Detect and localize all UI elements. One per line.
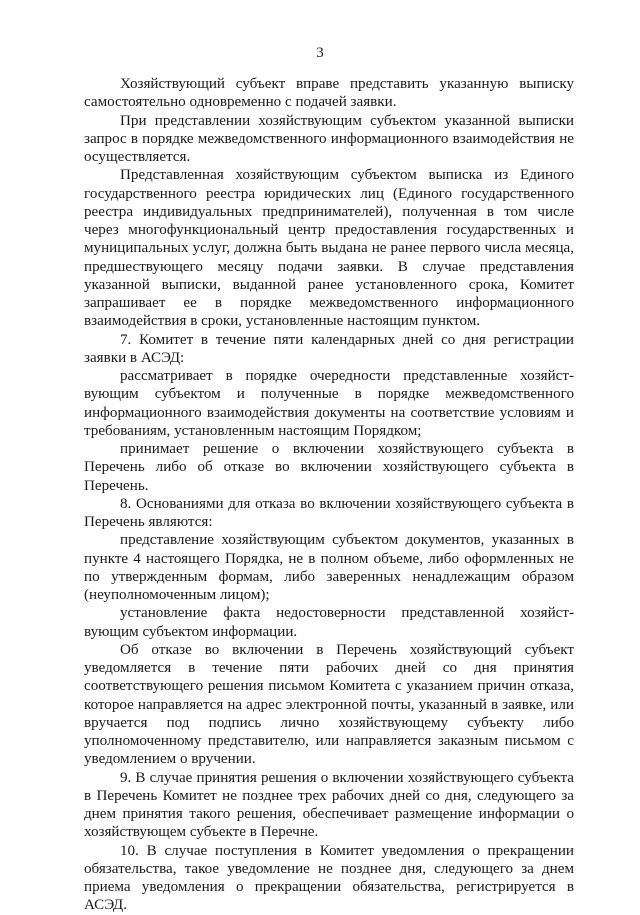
paragraph: представление хозяйствующим субъектом документов, указанных в пункте 4 настоящего Порядка, не в полном объеме, либо оформленных не по утвержденным формам, либо заверенных ненадлежащим образом (неуполномоченным лицом); <box>84 532 574 603</box>
paragraph: установление факта недостоверности представленной хозяйствующим субъектом информации. <box>84 605 574 640</box>
paragraph: рассматривает в порядке очередности представленные хозяйствующим субъектом и полученные в порядке межведомственного информационного взаимодействия документы на соответствие условиям и требованиям, установленным настоящим Порядком; <box>84 368 574 439</box>
paragraph: 10. В случае поступления в Комитет уведомления о прекращении обязательства, такое уведомление не позднее дня, следующего за днем приема уведомления о прекращении обязательства, регистрируется в АСЭД. <box>84 842 574 914</box>
paragraph: Хозяйствующий субъект вправе представить указанную выписку самостоятельно одновременно с подачей заявки. <box>84 76 574 111</box>
paragraph: Об отказе во включении в Перечень хозяйствующий субъект уведомляется в течение пяти рабочих дней со дня принятия соответствующего решения письмом Комитета с указанием причин отказа, которое направляется на адрес электронной почты, указанный в заявке, или вручается под подпись лично хозяйствующему субъекту либо уполномоченному представителю, или направляется заказным письмом с уведомлением о вручении. <box>84 641 574 768</box>
document-body <box>84 75 574 915</box>
paragraph: 9. В случае принятия решения о включении хозяйствующего субъекта в Перечень Комитет не позднее трех рабочих дней со дня, следующего за днем принятия такого решения, обеспечивает размещение информации о хозяйствующем субъекте в Перечне. <box>84 769 574 841</box>
paragraph: При представлении хозяйствующим субъектом указанной выписки запрос в порядке межведомственного информационного взаимодействия не осуществляется. <box>84 112 574 165</box>
paragraph: 8. Основаниями для отказа во включении хозяйствующего субъекта в Перечень являются: <box>84 495 574 530</box>
page-number: 3 <box>316 45 324 61</box>
paragraph: Представленная хозяйствующим субъектом выписка из Единого государственного реестра юридических лиц (Единого государственного реестра индивидуальных предпринимателей), полученная в том числе через многофункциональный центр предоставления государственных и муниципальных услуг, должна быть выдана не ранее первого числа месяца, предшествующего месяцу подачи заявки. В случае представления указанной выписки, выданной ранее установленного срока, Комитет запрашивает ее в порядке межведомственного информационного взаимодействия в сроки, установленные настоящим пунктом. <box>84 167 574 330</box>
paragraph: принимает решение о включении хозяйствующего субъекта в Перечень либо об отказе во включении хозяйствующего субъекта в Перечень. <box>84 441 574 494</box>
paragraph: 7. Комитет в течение пяти календарных дней со дня регистрации заявки в АСЭД: <box>84 331 574 366</box>
